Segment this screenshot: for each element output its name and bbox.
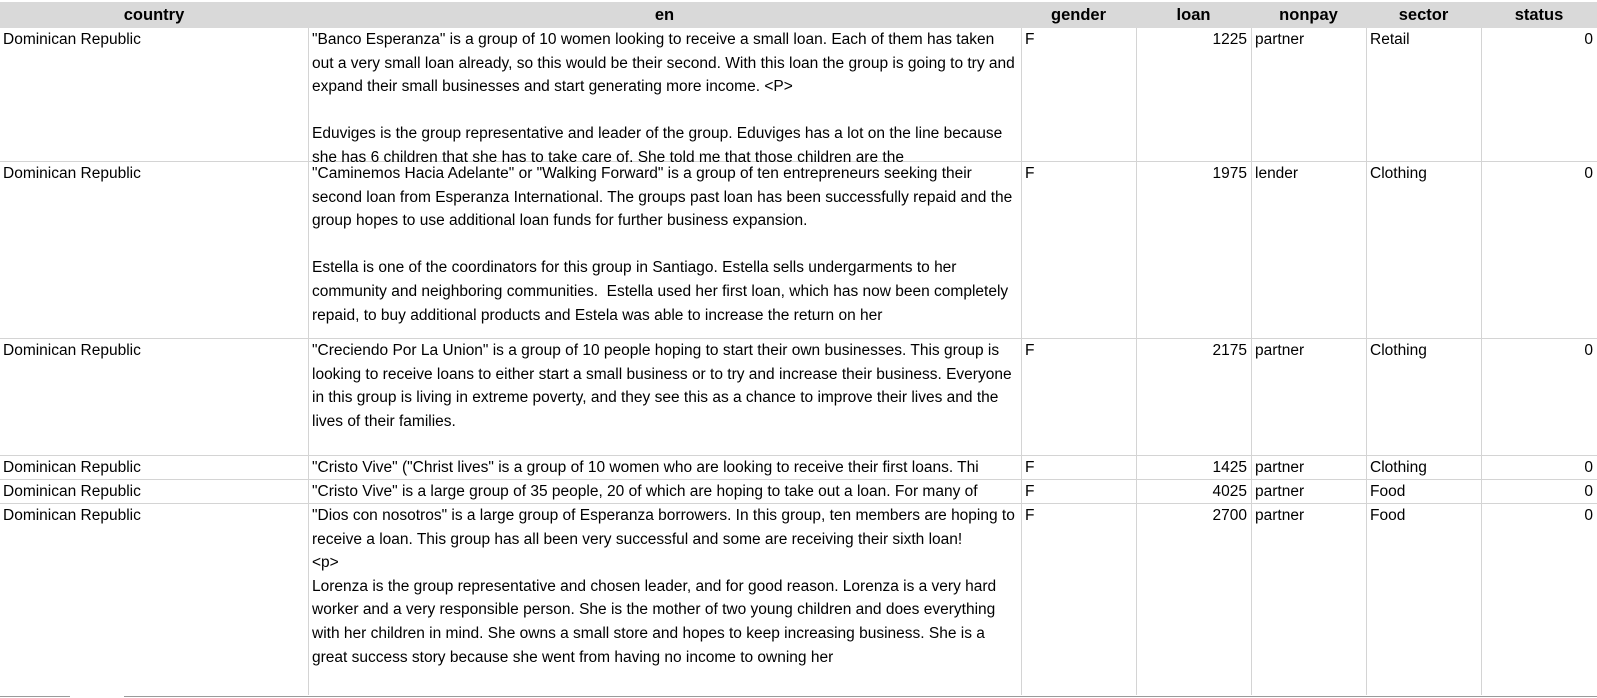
cell-country[interactable]: Dominican Republic — [3, 483, 141, 500]
column-header-sector[interactable]: sector — [1398, 6, 1449, 24]
cell-en[interactable]: "Caminemos Hacia Adelante" or "Walking Forward" is a group of ten entrepreneurs seeking their second loan from Esperanza International. The groups past loan has been successfully repaid and the group hopes to use additional loan funds for further business expansion. Estella is one of the coordinators for this group in Santiago. Estella sells undergarments to her community and neighboring communities. Estella used her first loan, which has now been completely repaid, to buy additional products and Estela was able to increase the return on her — [312, 165, 1013, 324]
cell-nonpay[interactable]: partner — [1255, 31, 1305, 48]
cell-loan[interactable]: 1425 — [1212, 459, 1247, 476]
table-row[interactable] — [0, 456, 1597, 479]
cell-en[interactable]: "Creciendo Por La Union" is a group of 10 people hoping to start their own businesses. This group is looking to receive loans to either start a small business or to try and increase their business. Everyone in this group is living in extreme poverty, and they see this as a chance to improve their lives and the lives of their families. — [312, 342, 1016, 430]
cell-en[interactable]: "Banco Esperanza" is a group of 10 women looking to receive a small loan. Each of them has taken out a very small loan already, so this would be their second. With this loan the group is going to try and expand their small businesses and start generating more income. <P> Eduviges is the group representative and leader of the group. Eduviges has a lot on the line because she has 6 children that she has to take care of. She told me that those children are the — [312, 31, 1015, 166]
cell-gender[interactable]: F — [1025, 459, 1035, 476]
cell-sector[interactable]: Retail — [1370, 31, 1410, 48]
cell-nonpay[interactable]: lender — [1255, 165, 1299, 182]
cell-gender[interactable]: F — [1025, 165, 1035, 182]
cell-loan[interactable]: 4025 — [1212, 483, 1247, 500]
cell-loan[interactable]: 1975 — [1212, 165, 1247, 182]
column-header-en[interactable]: en — [654, 6, 675, 24]
horizontal-scrollbar-edge[interactable] — [124, 696, 1597, 697]
cell-status[interactable]: 0 — [1584, 342, 1593, 359]
cell-en[interactable]: "Cristo Vive" ("Christ lives" is a group of 10 women who are looking to receive their first loans. Thi — [312, 459, 979, 476]
column-header-gender[interactable]: gender — [1050, 6, 1106, 24]
cell-gender[interactable]: F — [1025, 483, 1035, 500]
cell-loan[interactable]: 2700 — [1212, 507, 1247, 524]
column-header-status[interactable]: status — [1514, 6, 1564, 24]
table-row[interactable] — [0, 339, 1597, 455]
cell-status[interactable]: 0 — [1584, 459, 1593, 476]
column-header-nonpay[interactable]: nonpay — [1279, 6, 1338, 24]
column-header-loan[interactable]: loan — [1176, 6, 1211, 24]
cell-nonpay[interactable]: partner — [1255, 342, 1305, 359]
cell-nonpay[interactable]: partner — [1255, 459, 1305, 476]
cell-sector[interactable]: Clothing — [1370, 459, 1427, 476]
cell-loan[interactable]: 1225 — [1212, 31, 1247, 48]
cell-nonpay[interactable]: partner — [1255, 483, 1305, 500]
table-row[interactable] — [0, 480, 1597, 503]
table-row[interactable] — [0, 504, 1597, 695]
cell-country[interactable]: Dominican Republic — [3, 165, 141, 182]
table-row[interactable] — [0, 162, 1597, 338]
cell-en[interactable]: "Dios con nosotros" is a large group of Esperanza borrowers. In this group, ten members are hoping to receive a loan. This group has all been very successful and some are receiving their sixth loan! <p> Lorenza is the group representative and chosen leader, and for good reason. Lorenza is a very hard worker and a very responsible person. She is the mother of two young children and does everything with her children in mind. She owns a small store and hopes to keep increasing business. She is a great success story because she went from having no income to owning her — [312, 507, 1015, 666]
cell-status[interactable]: 0 — [1584, 507, 1593, 524]
cell-nonpay[interactable]: partner — [1255, 507, 1305, 524]
cell-sector[interactable]: Food — [1370, 507, 1406, 524]
cell-country[interactable]: Dominican Republic — [3, 459, 141, 476]
cell-sector[interactable]: Food — [1370, 483, 1406, 500]
horizontal-scrollbar-edge[interactable] — [0, 696, 70, 697]
column-header-country[interactable]: country — [123, 6, 185, 24]
cell-country[interactable]: Dominican Republic — [3, 507, 141, 524]
cell-status[interactable]: 0 — [1584, 165, 1593, 182]
cell-loan[interactable]: 2175 — [1212, 342, 1247, 359]
cell-country[interactable]: Dominican Republic — [3, 31, 141, 48]
cell-gender[interactable]: F — [1025, 507, 1035, 524]
column-header-row — [0, 2, 1597, 28]
cell-status[interactable]: 0 — [1584, 31, 1593, 48]
cell-sector[interactable]: Clothing — [1370, 342, 1427, 359]
cell-gender[interactable]: F — [1025, 342, 1035, 359]
cell-sector[interactable]: Clothing — [1370, 165, 1427, 182]
cell-gender[interactable]: F — [1025, 31, 1035, 48]
cell-en[interactable]: "Cristo Vive" is a large group of 35 people, 20 of which are hoping to take out a loan. For many of — [312, 483, 978, 500]
cell-status[interactable]: 0 — [1584, 483, 1593, 500]
table-row[interactable] — [0, 28, 1597, 166]
cell-country[interactable]: Dominican Republic — [3, 342, 141, 359]
